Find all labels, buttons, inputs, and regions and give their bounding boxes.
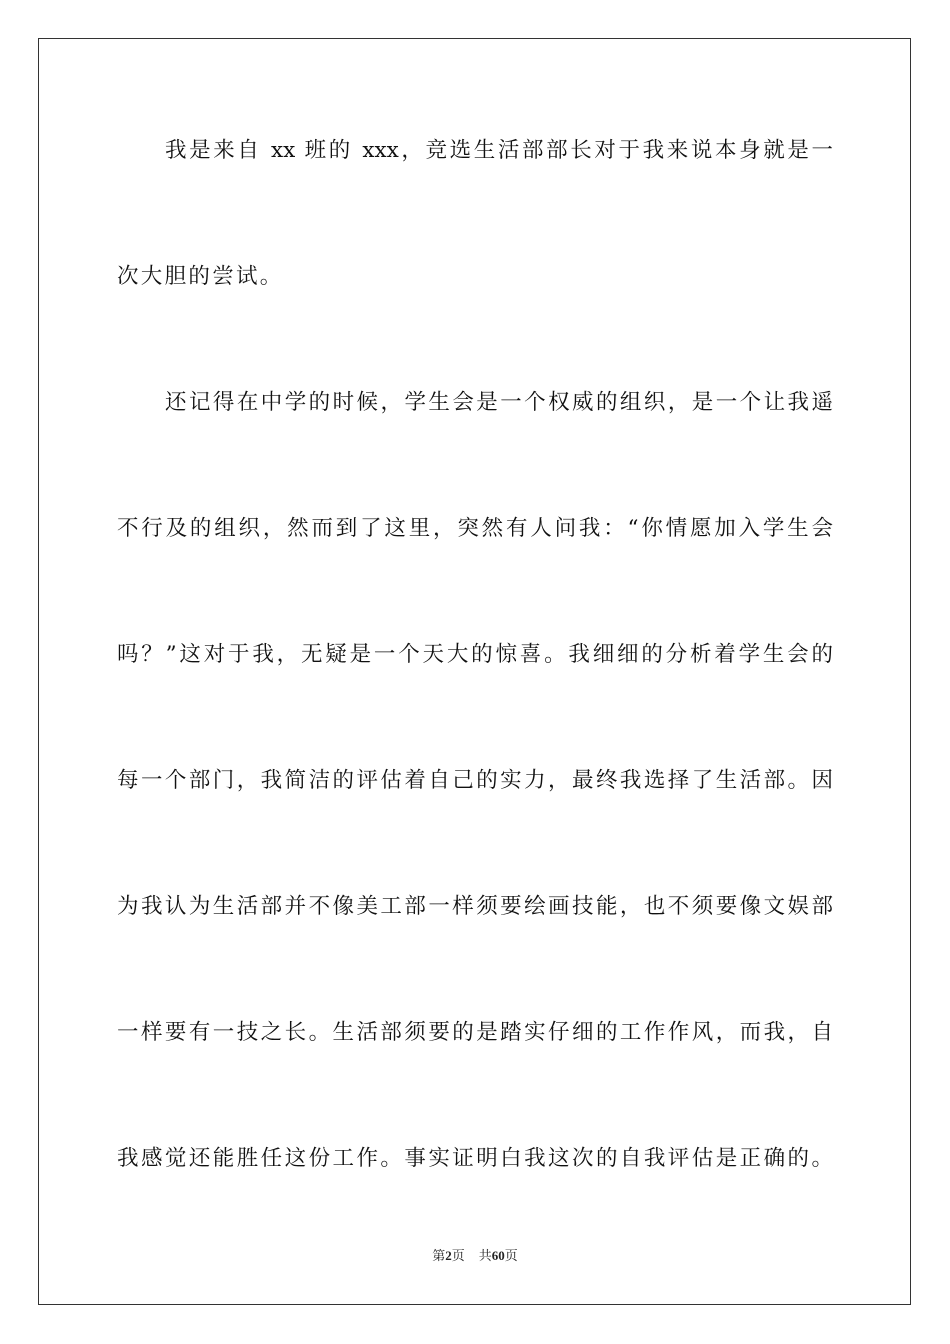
paragraph-2-line-1: 还记得在中学的时候，学生会是一个权威的组织，是一个让我遥 xyxy=(165,390,833,415)
footer-page-number: 2 xyxy=(445,1248,452,1263)
paragraph-2-line-6: 一样要有一技之长。生活部须要的是踏实仔细的工作作风，而我，自 xyxy=(117,1020,833,1045)
footer-total-number: 60 xyxy=(491,1248,505,1263)
paragraph-2-line-7: 我感觉还能胜任这份工作。事实证明白我这次的自我评估是正确的。 xyxy=(117,1146,833,1171)
footer-page-prefix: 第 xyxy=(432,1249,446,1264)
footer-page-suffix: 页 xyxy=(451,1249,465,1264)
footer-total-prefix: 共 xyxy=(478,1249,492,1264)
paragraph-2-line-4: 每一个部门，我简洁的评估着自己的实力，最终我选择了生活部。因 xyxy=(117,768,833,793)
page-border xyxy=(38,38,911,1305)
footer-total-suffix: 页 xyxy=(504,1249,518,1264)
paragraph-1-line-2: 次大胆的尝试。 xyxy=(117,264,284,289)
paragraph-2-line-2: 不行及的组织，然而到了这里，突然有人问我：“你情愿加入学生会 xyxy=(117,516,833,541)
paragraph-2-line-3: 吗？”这对于我，无疑是一个天大的惊喜。我细细的分析着学生会的 xyxy=(117,642,833,667)
paragraph-1-line-1: 我是来自 xx 班的 xxx，竞选生活部部长对于我来说本身就是一 xyxy=(165,138,833,163)
page-footer xyxy=(0,1247,950,1266)
paragraph-2-line-5: 为我认为生活部并不像美工部一样须要绘画技能，也不须要像文娱部 xyxy=(117,894,833,919)
